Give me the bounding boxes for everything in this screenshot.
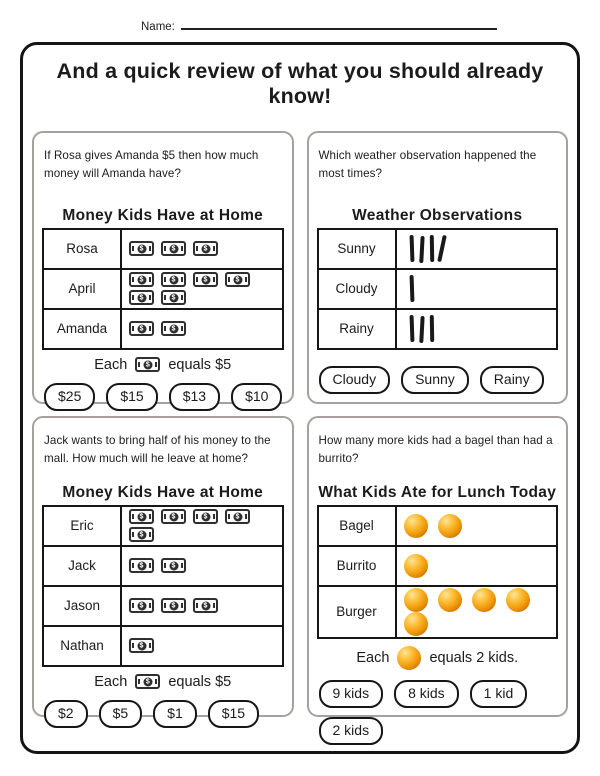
tally-stroke — [437, 235, 447, 262]
row-symbols — [121, 229, 283, 269]
row-label: Jason — [43, 586, 121, 626]
row-label: Burrito — [318, 546, 396, 586]
answer-choice[interactable]: $2 — [44, 700, 88, 728]
answer-choices — [42, 383, 284, 411]
tally-stroke — [429, 235, 433, 262]
dollar-bill-icon — [135, 357, 160, 372]
orange-ball-icon — [404, 554, 428, 578]
row-label: Nathan — [43, 626, 121, 666]
key-prefix: Each — [94, 356, 128, 373]
row-symbols — [396, 546, 558, 586]
dollar-bill-icon — [193, 509, 218, 524]
panel-rosa-money — [32, 131, 294, 404]
tally-stroke — [429, 315, 433, 342]
orange-ball-icon — [438, 588, 462, 612]
table-row — [318, 269, 558, 309]
dollar-bill-icon — [161, 272, 186, 287]
answer-choice[interactable]: $5 — [99, 700, 143, 728]
row-symbols — [121, 626, 283, 666]
symbol-key — [42, 357, 284, 373]
answer-choice[interactable]: Sunny — [401, 366, 469, 394]
dollar-sign-glyph: $ — [137, 561, 146, 570]
key-prefix: Each — [94, 673, 128, 690]
panels-grid — [32, 131, 568, 738]
dollar-bill-icon — [129, 638, 154, 653]
dollar-sign-glyph: $ — [233, 275, 242, 284]
row-label: April — [43, 269, 121, 309]
chart-table — [42, 505, 284, 667]
row-symbols — [121, 309, 283, 349]
orange-ball-icon — [404, 588, 428, 612]
row-label: Rainy — [318, 309, 396, 349]
dollar-sign-glyph: $ — [137, 512, 146, 521]
key-suffix: equals 2 kids. — [429, 649, 519, 666]
dollar-sign-glyph: $ — [201, 244, 210, 253]
answer-choices — [42, 700, 284, 728]
row-symbols — [396, 229, 558, 269]
name-blank-line[interactable] — [181, 16, 497, 30]
dollar-bill-icon — [129, 241, 154, 256]
answer-choices — [317, 366, 559, 394]
orange-ball-icon — [397, 646, 421, 670]
tally-stroke — [409, 315, 414, 342]
dollar-bill-icon — [225, 509, 250, 524]
table-row — [318, 546, 558, 586]
panel-weather — [307, 131, 569, 404]
worksheet-frame — [20, 42, 580, 754]
dollar-bill-icon — [161, 241, 186, 256]
table-row — [43, 546, 283, 586]
chart-table — [317, 228, 559, 350]
row-label: Cloudy — [318, 269, 396, 309]
symbol-key — [42, 674, 284, 690]
dollar-sign-glyph: $ — [143, 360, 152, 369]
tally-stroke — [409, 275, 414, 302]
dollar-bill-icon — [161, 558, 186, 573]
answer-choice[interactable]: 1 kid — [470, 680, 528, 708]
table-row — [318, 586, 558, 638]
table-row — [43, 269, 283, 309]
answer-choice[interactable]: Rainy — [480, 366, 544, 394]
orange-ball-icon — [472, 588, 496, 612]
dollar-bill-icon — [135, 674, 160, 689]
orange-ball-icon — [438, 514, 462, 538]
answer-choices — [317, 680, 559, 745]
chart-table — [317, 505, 559, 639]
answer-choice[interactable]: $25 — [44, 383, 95, 411]
row-symbols — [121, 586, 283, 626]
answer-choice[interactable]: Cloudy — [319, 366, 391, 394]
dollar-sign-glyph: $ — [169, 293, 178, 302]
chart-table — [42, 228, 284, 350]
name-row — [141, 16, 497, 33]
dollar-sign-glyph: $ — [137, 324, 146, 333]
orange-ball-icon — [404, 612, 428, 636]
panel-lunch — [307, 416, 569, 738]
row-symbols — [396, 309, 558, 349]
answer-choice[interactable]: $15 — [106, 383, 157, 411]
key-suffix: equals $5 — [168, 356, 232, 373]
dollar-bill-icon — [225, 272, 250, 287]
symbol-key — [317, 646, 559, 670]
tally-stroke — [409, 235, 414, 262]
table-row — [43, 586, 283, 626]
dollar-sign-glyph: $ — [169, 244, 178, 253]
chart-title: What Kids Ate for Lunch Today — [318, 483, 557, 501]
chart-title: Money Kids Have at Home — [62, 483, 264, 501]
question-text: How many more kids had a bagel than had a burrito? — [318, 434, 553, 465]
dollar-bill-icon — [193, 272, 218, 287]
dollar-sign-glyph: $ — [201, 512, 210, 521]
dollar-bill-icon — [129, 509, 154, 524]
answer-choice[interactable]: 2 kids — [319, 717, 384, 745]
dollar-sign-glyph: $ — [137, 275, 146, 284]
panel-jack-money — [32, 416, 294, 721]
answer-choice[interactable]: 9 kids — [319, 680, 384, 708]
table-row — [318, 506, 558, 546]
dollar-sign-glyph: $ — [201, 601, 210, 610]
table-row — [43, 309, 283, 349]
dollar-sign-glyph: $ — [169, 512, 178, 521]
dollar-sign-glyph: $ — [137, 601, 146, 610]
table-row — [43, 229, 283, 269]
dollar-sign-glyph: $ — [137, 641, 146, 650]
dollar-bill-icon — [161, 321, 186, 336]
dollar-sign-glyph: $ — [143, 677, 152, 686]
dollar-sign-glyph: $ — [137, 293, 146, 302]
row-symbols — [121, 506, 283, 546]
answer-choice[interactable]: $13 — [169, 383, 220, 411]
row-symbols — [121, 269, 283, 309]
dollar-bill-icon — [129, 558, 154, 573]
question-text: Which weather observation happened the most times? — [318, 149, 537, 180]
dollar-sign-glyph: $ — [169, 275, 178, 284]
dollar-bill-icon — [161, 598, 186, 613]
chart-title: Money Kids Have at Home — [62, 206, 264, 224]
dollar-bill-icon — [129, 290, 154, 305]
row-label: Sunny — [318, 229, 396, 269]
answer-choice[interactable]: $15 — [208, 700, 259, 728]
tally-stroke — [419, 236, 424, 263]
dollar-bill-icon — [193, 241, 218, 256]
dollar-sign-glyph: $ — [169, 601, 178, 610]
name-label: Name: — [141, 21, 175, 33]
dollar-sign-glyph: $ — [169, 561, 178, 570]
tally-mark-icon — [404, 235, 450, 262]
key-suffix: equals $5 — [168, 673, 232, 690]
dollar-bill-icon — [129, 272, 154, 287]
row-symbols — [396, 269, 558, 309]
dollar-bill-icon — [193, 598, 218, 613]
row-symbols — [396, 586, 558, 638]
tally-stroke — [419, 316, 424, 343]
question-text: Jack wants to bring half of his money to the mall. How much will he leave at home? — [44, 434, 271, 465]
table-row — [318, 309, 558, 349]
table-row — [43, 506, 283, 546]
tally-mark-icon — [404, 275, 420, 302]
key-prefix: Each — [356, 649, 390, 666]
dollar-sign-glyph: $ — [169, 324, 178, 333]
dollar-bill-icon — [129, 321, 154, 336]
table-row — [318, 229, 558, 269]
page-title: And a quick review of what you should already know! — [56, 59, 544, 108]
dollar-sign-glyph: $ — [233, 512, 242, 521]
answer-choice[interactable]: 8 kids — [394, 680, 459, 708]
orange-ball-icon — [404, 514, 428, 538]
dollar-sign-glyph: $ — [137, 530, 146, 539]
orange-ball-icon — [506, 588, 530, 612]
row-label: Bagel — [318, 506, 396, 546]
dollar-sign-glyph: $ — [201, 275, 210, 284]
dollar-bill-icon — [129, 598, 154, 613]
dollar-bill-icon — [161, 509, 186, 524]
answer-choice[interactable]: $10 — [231, 383, 282, 411]
dollar-bill-icon — [161, 290, 186, 305]
row-symbols — [121, 546, 283, 586]
row-symbols — [396, 506, 558, 546]
chart-title: Weather Observations — [352, 206, 523, 224]
row-label: Jack — [43, 546, 121, 586]
dollar-sign-glyph: $ — [137, 244, 146, 253]
row-label: Eric — [43, 506, 121, 546]
row-label: Amanda — [43, 309, 121, 349]
row-label: Burger — [318, 586, 396, 638]
row-label: Rosa — [43, 229, 121, 269]
table-row — [43, 626, 283, 666]
dollar-bill-icon — [129, 527, 154, 542]
question-text: If Rosa gives Amanda $5 then how much money will Amanda have? — [44, 149, 259, 180]
answer-choice[interactable]: $1 — [153, 700, 197, 728]
tally-mark-icon — [404, 315, 440, 342]
